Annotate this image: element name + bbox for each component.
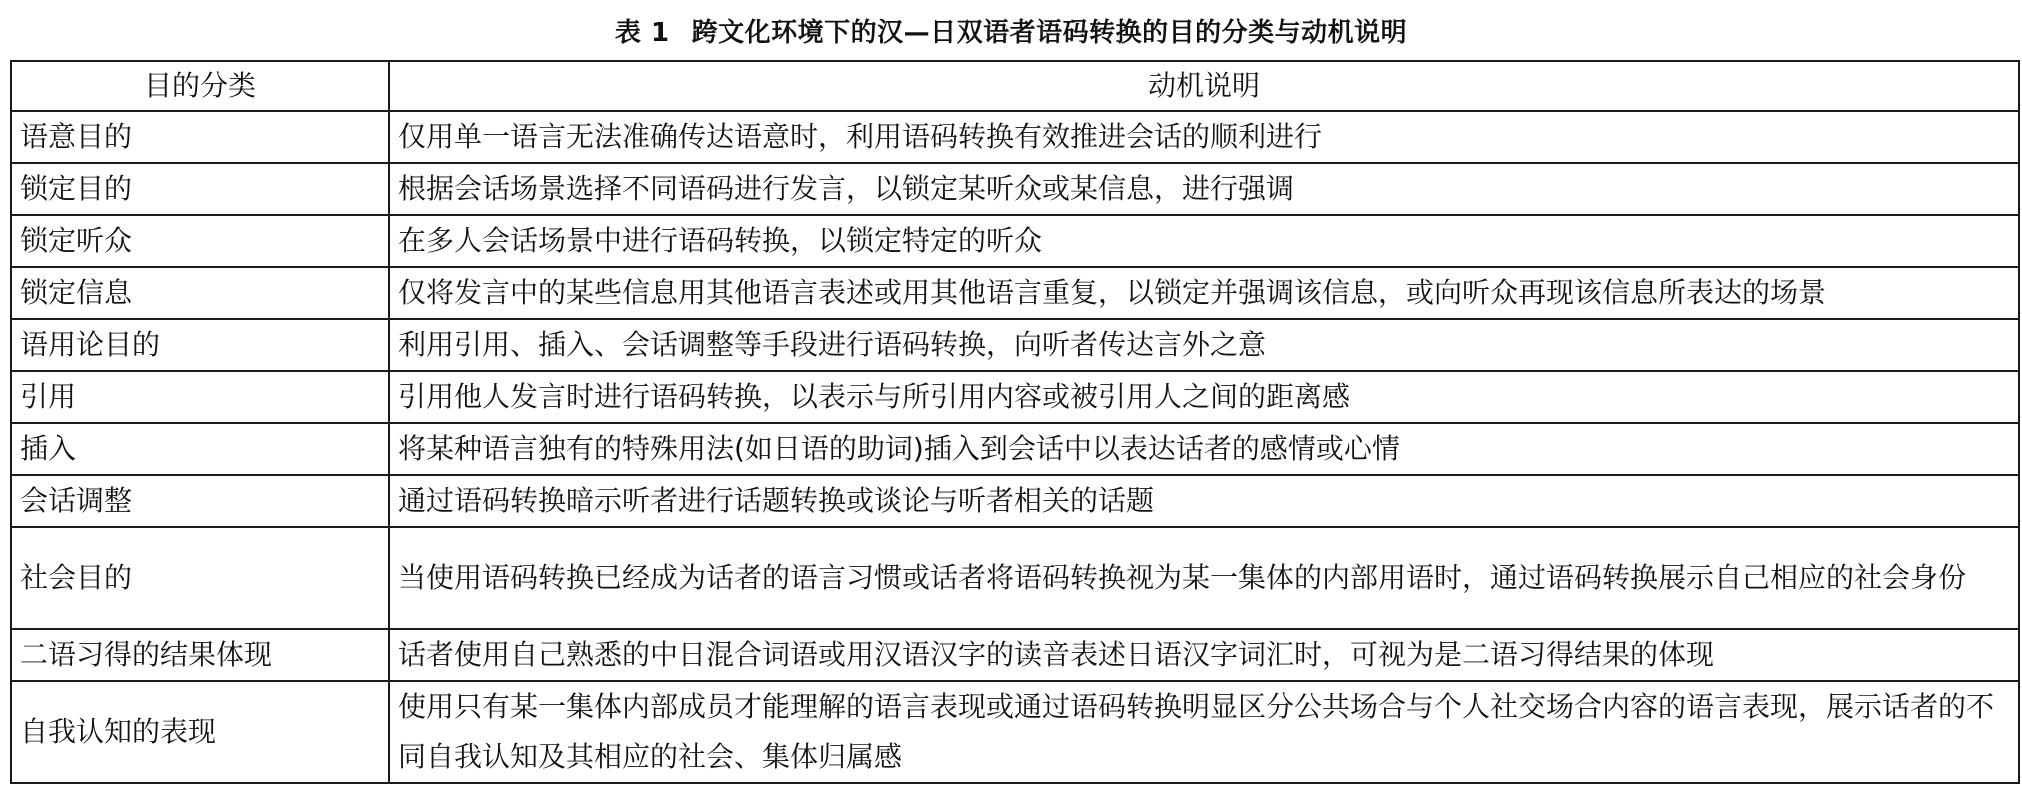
- header-motive: 动机说明: [389, 61, 2019, 111]
- category-cell: 插入: [11, 423, 389, 475]
- category-cell: 语意目的: [11, 111, 389, 163]
- category-cell: 会话调整: [11, 475, 389, 527]
- table-row: [11, 111, 2019, 163]
- table-row: [11, 629, 2019, 681]
- motive-cell: 引用他人发言时进行语码转换，以表示与所引用内容或被引用人之间的距离感: [389, 371, 2019, 423]
- motive-cell: 仅将发言中的某些信息用其他语言表述或用其他语言重复，以锁定并强调该信息，或向听众再现该信息所表达的场景: [389, 267, 2019, 319]
- table-header-row: [11, 61, 2019, 111]
- table-row: [11, 475, 2019, 527]
- table-row: [11, 163, 2019, 215]
- motive-cell: 仅用单一语言无法准确传达语意时，利用语码转换有效推进会话的顺利进行: [389, 111, 2019, 163]
- motive-cell: 使用只有某一集体内部成员才能理解的语言表现或通过语码转换明显区分公共场合与个人社交场合内容的语言表现，展示话者的不同自我认知及其相应的社会、集体归属感: [389, 681, 2019, 783]
- purpose-motive-table: [10, 60, 2020, 784]
- header-category: 目的分类: [11, 61, 389, 111]
- motive-cell: 利用引用、插入、会话调整等手段进行语码转换，向听者传达言外之意: [389, 319, 2019, 371]
- table-row: [11, 267, 2019, 319]
- motive-cell: 通过语码转换暗示听者进行话题转换或谈论与听者相关的话题: [389, 475, 2019, 527]
- motive-cell: 根据会话场景选择不同语码进行发言，以锁定某听众或某信息，进行强调: [389, 163, 2019, 215]
- table-caption: [0, 12, 2022, 54]
- table-row: [11, 423, 2019, 475]
- table-row: [11, 681, 2019, 783]
- category-cell: 锁定信息: [11, 267, 389, 319]
- category-cell: 二语习得的结果体现: [11, 629, 389, 681]
- category-cell: 锁定目的: [11, 163, 389, 215]
- category-cell: 引用: [11, 371, 389, 423]
- motive-cell: 将某种语言独有的特殊用法(如日语的助词)插入到会话中以表达话者的感情或心情: [389, 423, 2019, 475]
- motive-cell: 当使用语码转换已经成为话者的语言习惯或话者将语码转换视为某一集体的内部用语时，通过语码转换展示自己相应的社会身份: [389, 527, 2019, 629]
- category-cell: 自我认知的表现: [11, 681, 389, 783]
- table-row: [11, 527, 2019, 629]
- table-row: [11, 215, 2019, 267]
- table-row: [11, 371, 2019, 423]
- category-cell: 锁定听众: [11, 215, 389, 267]
- category-cell: 语用论目的: [11, 319, 389, 371]
- table-row: [11, 319, 2019, 371]
- category-cell: 社会目的: [11, 527, 389, 629]
- motive-cell: 话者使用自己熟悉的中日混合词语或用汉语汉字的读音表述日语汉字词汇时，可视为是二语习得结果的体现: [389, 629, 2019, 681]
- table-title: 跨文化环境下的汉—日双语者语码转换的目的分类与动机说明: [691, 18, 1408, 48]
- motive-cell: 在多人会话场景中进行语码转换，以锁定特定的听众: [389, 215, 2019, 267]
- table-number: 表 1: [614, 18, 670, 48]
